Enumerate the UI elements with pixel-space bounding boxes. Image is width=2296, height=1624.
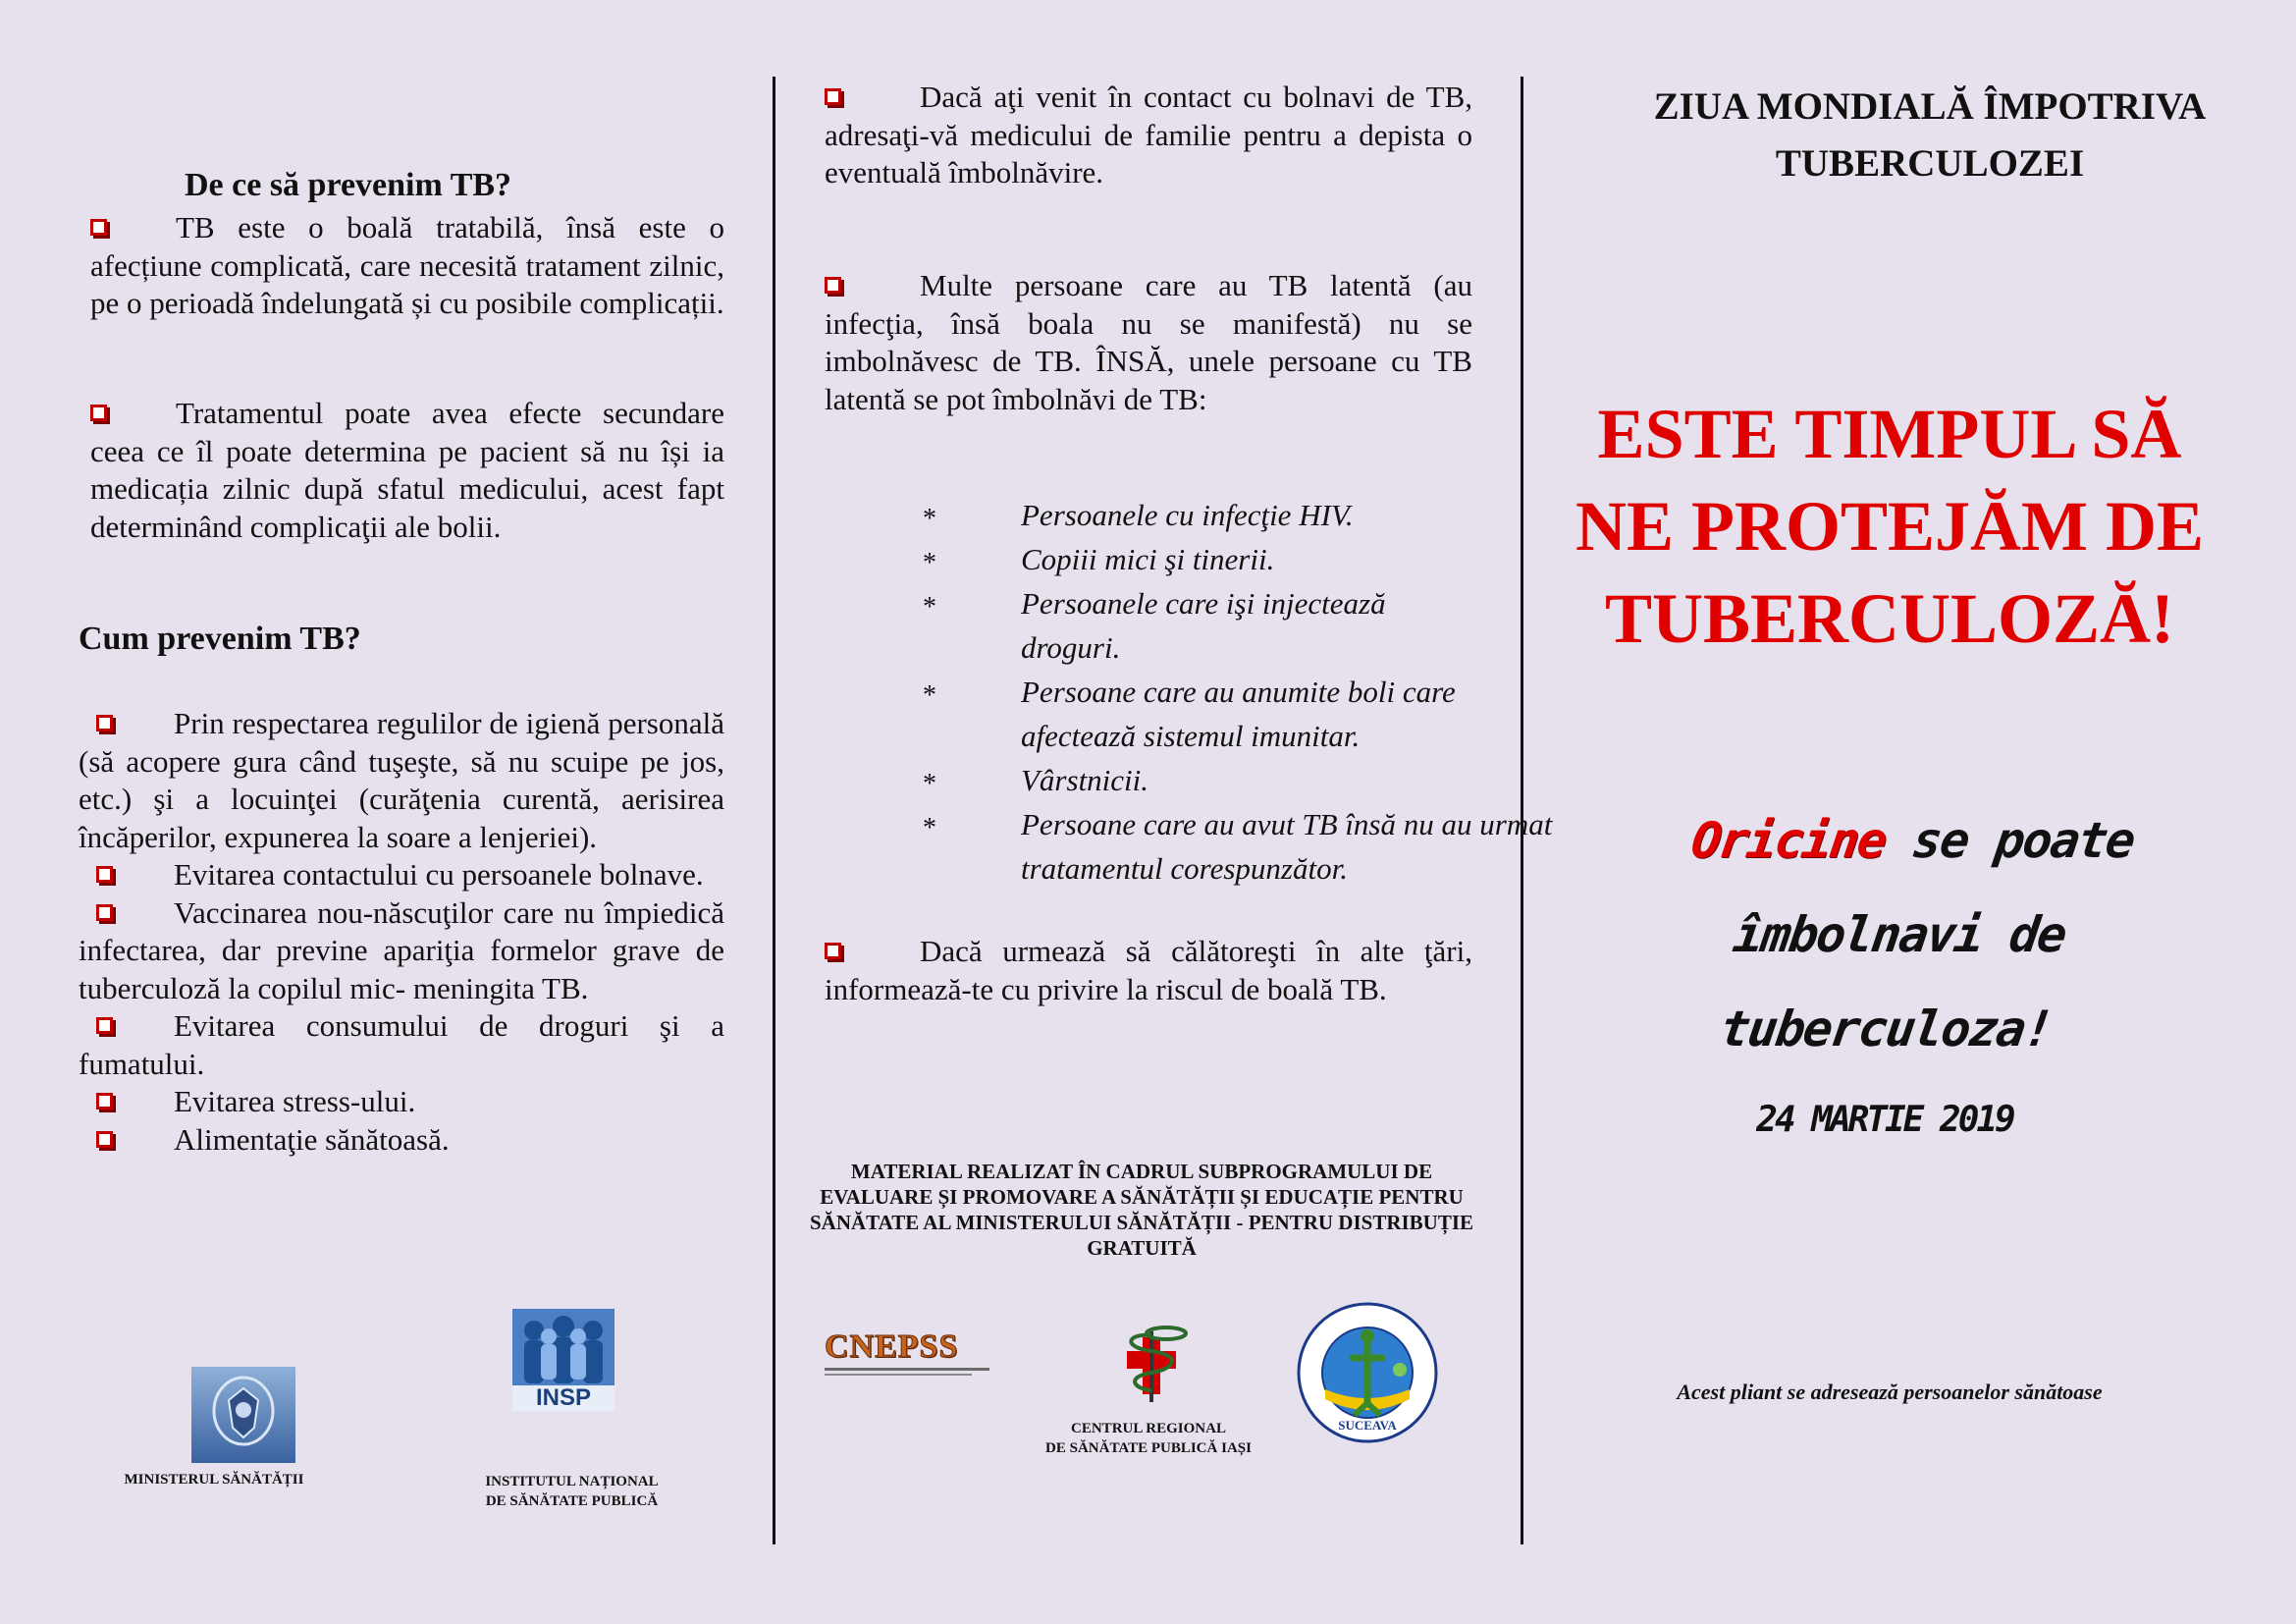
script-rest: se poate îmbolnavi de: [1730, 812, 2138, 963]
list-item-text: Evitarea contactului cu persoanele bolnave.: [174, 857, 704, 892]
paragraph-text: Tratamentul poate avea efecte secundare ceea ce îl poate determina pe pacient să nu își ia medicația zilnic după sfatul medicului, acest fapt determinând complicaţii ale bolii.: [90, 396, 724, 544]
caduceus-cross-icon: [1107, 1324, 1196, 1406]
title-line2: TUBERCULOZEI: [1775, 142, 2085, 185]
list-item-text: Persoane care au anumite boli care afectează sistemul imunitar.: [1021, 675, 1456, 753]
heading-why-prevent: De ce să prevenim TB?: [185, 167, 512, 203]
list-item-text: Persoane care au avut TB însă nu au urmat tratamentul corespunzător.: [1021, 807, 1553, 886]
list-item-text: Alimentaţie sănătoasă.: [174, 1121, 450, 1157]
crsp-caption-line1: CENTRUL REGIONAL: [1071, 1421, 1226, 1436]
checkbox-bullet-icon: [96, 904, 113, 921]
paragraph-tb-treatable: [90, 209, 724, 323]
list-item-text: Vaccinarea nou-născuţilor care nu împiedică infectarea, dar previne apariţia formelor grave de tuberculoză la copilul mic- meningita TB.: [79, 894, 724, 1005]
script-red-word: Oricine: [1687, 812, 1890, 869]
list-item: [918, 758, 1487, 802]
world-tb-day-title: [1598, 79, 2262, 192]
paragraph-text: TB este o boală tratabilă, însă este o afecțiune complicată, care necesită tratament zilnic, pe o perioadă îndelungată și cu posibile complicații.: [90, 210, 724, 320]
paragraph-latent-tb: [825, 267, 1472, 418]
list-item: [79, 1083, 724, 1121]
list-item: [918, 493, 1487, 537]
list-item: [79, 705, 724, 856]
list-item-text: Prin respectarea regulilor de igienă personală (să acopere gura când tuşeşte, să nu scuipe pe jos, etc.) şi a locuinţei (curăţenia curentă, aerisirea încăperilor, expunerea la soare a lenjeriei).: [79, 706, 724, 854]
list-item-text: Copiii mici şi tinerii.: [1021, 542, 1275, 576]
asterisk-bullet-icon: *: [923, 680, 936, 711]
list-item-text: Evitarea consumului de droguri şi a fumatului.: [79, 1008, 724, 1081]
heading-how-prevent: Cum prevenim TB?: [79, 621, 361, 657]
checkbox-bullet-icon: [96, 715, 113, 731]
list-item: [918, 581, 1394, 670]
paragraph-text: Multe persoane care au TB latentă (au infecţia, însă boala nu se manifestă) nu se imbolnăvesc de TB. ÎNSĂ, unele persoane cu TB latentă se pot îmbolnăvi de TB:: [825, 268, 1472, 416]
list-item-text: Evitarea stress-ului.: [174, 1084, 416, 1118]
anyone-can-get-sick-text: [1551, 793, 2248, 1076]
script-line1: [1564, 793, 2248, 982]
asterisk-bullet-icon: *: [923, 769, 936, 799]
prevention-list: [79, 705, 724, 1159]
insp-caption-line1: INSTITUTUL NAȚIONAL: [485, 1474, 659, 1489]
list-item: [79, 894, 724, 1008]
list-item: [79, 1007, 724, 1083]
checkbox-bullet-icon: [90, 405, 107, 421]
risk-groups-list: [918, 493, 1553, 891]
ministry-logo: [191, 1367, 295, 1463]
list-item: [918, 802, 1571, 891]
list-item: [79, 1121, 724, 1160]
funding-credit: MATERIAL REALIZAT ÎN CADRUL SUBPROGRAMULUI DE EVALUARE ȘI PROMOVARE A SĂNĂTĂȚII ȘI EDUCAȚIE PENTRU SĂNĂTATE AL MINISTERULUI SĂNĂTĂȚII - PENTRU DISTRIBUȚIE GRATUITĂ: [809, 1160, 1474, 1260]
paragraph-travel: [825, 933, 1472, 1008]
list-item-text: Vârstnicii.: [1021, 763, 1149, 797]
checkbox-bullet-icon: [90, 219, 107, 236]
asterisk-bullet-icon: *: [923, 504, 936, 534]
checkbox-bullet-icon: [96, 1131, 113, 1148]
checkbox-bullet-icon: [96, 866, 113, 883]
list-item-text: Persoanele cu infecţie HIV.: [1021, 498, 1354, 532]
insp-caption-line2: DE SĂNĂTATE PUBLICĂ: [485, 1493, 659, 1509]
checkbox-bullet-icon: [96, 1093, 113, 1110]
list-item-text: Persoanele care işi injectează droguri.: [1021, 586, 1386, 665]
ministry-caption: MINISTERUL SĂNĂTĂȚII: [124, 1472, 304, 1488]
cnepss-logo: [825, 1330, 993, 1380]
cnepss-logo-subline: [825, 1368, 989, 1371]
asterisk-bullet-icon: *: [923, 813, 936, 843]
asterisk-bullet-icon: *: [923, 592, 936, 623]
insp-caption: [432, 1472, 712, 1511]
asterisk-bullet-icon: *: [923, 548, 936, 578]
audience-note: Acest pliant se adresează persoanelor sănătoase: [1677, 1380, 2103, 1404]
checkbox-bullet-icon: [825, 88, 841, 105]
checkbox-bullet-icon: [96, 1017, 113, 1034]
slogan-line2: NE PROTEJĂM DE: [1575, 487, 2205, 566]
script-line2: tuberculoza!: [1716, 1001, 2056, 1057]
event-date: 24 MARTIE 2019: [1756, 1100, 2013, 1140]
crsp-iasi-logo: [1107, 1324, 1196, 1406]
dsp-suceava-logo: [1296, 1301, 1439, 1444]
main-slogan: [1541, 388, 2238, 665]
column-divider-left: [773, 77, 775, 1544]
slogan-line1: ESTE TIMPUL SĂ: [1597, 395, 2182, 473]
slogan-line3: TUBERCULOZĂ!: [1604, 579, 2175, 658]
paragraph-text: Dacă urmează să călătoreşti în alte ţări, informează-te cu privire la riscul de boală TB.: [825, 934, 1472, 1006]
dsp-city-text: SUCEAVA: [1338, 1418, 1397, 1433]
checkbox-bullet-icon: [825, 277, 841, 294]
ministry-crest-icon: [191, 1367, 295, 1463]
list-item: [918, 670, 1472, 758]
insp-logo: [512, 1309, 614, 1411]
cnepss-logo-subline: [825, 1374, 972, 1376]
crsp-caption-line2: DE SĂNĂTATE PUBLICĂ IAȘI: [1045, 1440, 1252, 1456]
paragraph-text: Dacă aţi venit în contact cu bolnavi de TB, adresaţi-vă medicului de familie pentru a depista o eventuală îmbolnăvire.: [825, 80, 1472, 189]
list-item: [918, 537, 1487, 581]
paragraph-side-effects: [90, 395, 724, 546]
checkbox-bullet-icon: [825, 943, 841, 959]
insp-logo-text: INSP: [535, 1384, 591, 1411]
title-line1: ZIUA MONDIALĂ ÎMPOTRIVA: [1653, 85, 2207, 128]
crsp-caption: [1031, 1419, 1266, 1458]
paragraph-contact: [825, 79, 1472, 192]
list-item: [79, 856, 724, 894]
cnepss-logo-text: CNEPSS: [825, 1328, 959, 1365]
